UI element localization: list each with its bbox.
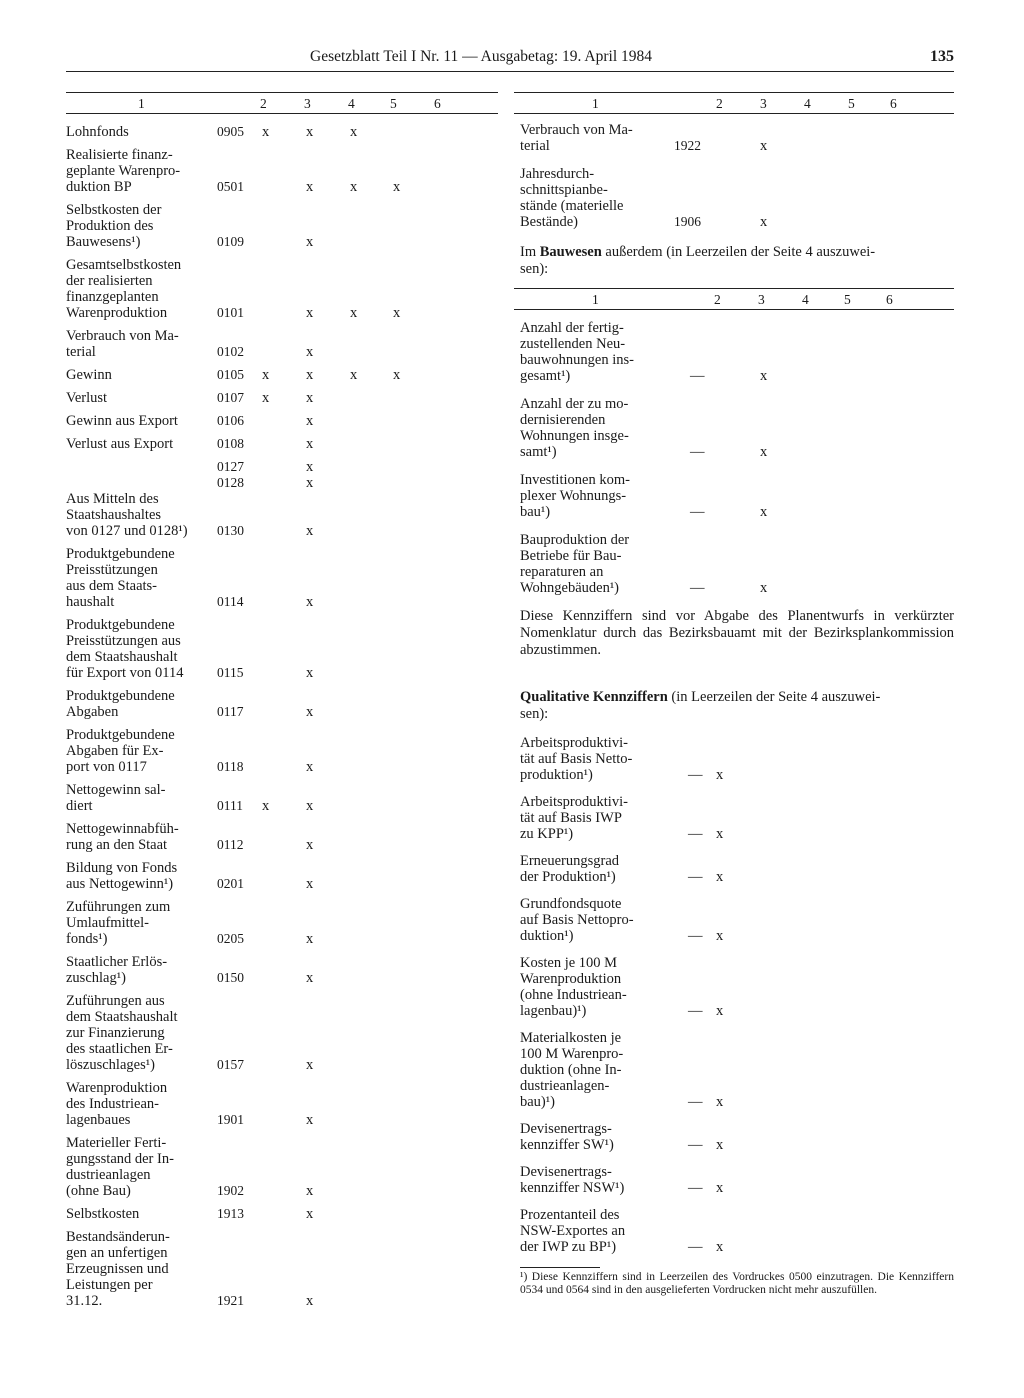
row-code: 1901: [217, 1112, 244, 1127]
row-code: 0201: [217, 876, 244, 891]
table-row: [66, 147, 498, 195]
row-label: Verbrauch von Ma- terial: [520, 122, 633, 154]
row-label: Produktgebundene Abgaben für Ex- port von 0117: [66, 727, 175, 775]
mark-col-3: x: [306, 665, 314, 681]
row-label: Verlust aus Export: [66, 436, 174, 452]
mark-col-3: x: [306, 1112, 314, 1128]
column-header-2: 2: [716, 96, 723, 111]
table-row: [66, 202, 498, 250]
table-row: [66, 546, 498, 610]
column-header-6: 6: [890, 96, 897, 111]
list-item: [520, 735, 954, 783]
dash-col-2: —: [690, 504, 705, 520]
mark-col-3: x: [760, 580, 768, 596]
list-item: [520, 1164, 954, 1196]
row-label: Kosten je 100 M Warenproduktion (ohne Industriean- lagenbau)¹): [520, 955, 627, 1019]
row-code: 0127: [217, 459, 244, 474]
mark-col-3: x: [760, 138, 768, 154]
row-label: Gesamtselbstkosten der realisierten finanzgeplanten Warenproduktion: [66, 257, 182, 321]
row-code: 0108: [217, 436, 244, 451]
mark-col-3: x: [716, 1180, 724, 1196]
column-header-3: 3: [760, 96, 767, 111]
mark-col-3: x: [716, 1239, 724, 1255]
row-code: 0114: [217, 594, 244, 609]
row-label: Materieller Ferti- gungsstand der In- dustrieanlagen (ohne Bau): [66, 1135, 174, 1199]
row-code: 0105: [217, 367, 244, 382]
row-label: Verlust: [66, 390, 108, 406]
table-row: [520, 122, 954, 154]
row-label: Materialkosten je 100 M Warenpro- duktion (ohne In- dustrieanlagen- bau)¹): [520, 1030, 624, 1110]
row-code: 0157: [217, 1057, 244, 1072]
table-row: [66, 436, 498, 452]
mark-col-2: x: [262, 390, 270, 406]
row-label: Lohnfonds: [66, 124, 129, 140]
table-row: [66, 390, 498, 406]
header-rule: [66, 71, 954, 72]
row-code: 0106: [217, 413, 244, 428]
mark-col-3: x: [306, 594, 314, 610]
column-header-6: 6: [434, 96, 441, 111]
table-row: [66, 328, 498, 360]
dash-col-2: —: [688, 1094, 703, 1110]
row-label: Warenproduktion des Industriean- lagenbaues: [66, 1080, 168, 1128]
mark-col-4: x: [350, 179, 358, 195]
mark-col-3: x: [306, 1293, 314, 1309]
table-row: [66, 993, 498, 1073]
mark-col-3: x: [716, 1137, 724, 1153]
table-row: [66, 1135, 498, 1199]
row-label: Produktgebundene Preisstützungen aus dem Staatshaushalt für Export von 0114: [66, 617, 184, 681]
row-code: 0130: [217, 523, 244, 538]
mark-col-3: x: [306, 931, 314, 947]
row-code: 0905: [217, 124, 244, 139]
mark-col-4: x: [350, 367, 358, 383]
list-item: [520, 1121, 954, 1153]
dash-col-2: —: [688, 1003, 703, 1019]
row-code: 0501: [217, 179, 244, 194]
gazette-title: Gesetzblatt Teil I Nr. 11 — Ausgabetag: 19. April 1984: [310, 48, 653, 65]
table-header-rule: [514, 309, 954, 310]
mark-col-3: x: [306, 179, 314, 195]
table-row: [66, 860, 498, 892]
mark-col-3: x: [306, 523, 314, 539]
mark-col-3: x: [306, 436, 314, 452]
mark-col-4: x: [350, 124, 358, 140]
list-item: [520, 1030, 954, 1110]
row-label: Bildung von Fonds aus Nettogewinn¹): [66, 860, 178, 892]
column-header-1: 1: [592, 292, 599, 307]
mark-col-3: x: [306, 1057, 314, 1073]
mark-col-3: x: [306, 1183, 314, 1199]
column-header-5: 5: [848, 96, 855, 111]
list-item: [520, 1207, 954, 1255]
table-row: [66, 491, 498, 539]
mark-col-5: x: [393, 367, 401, 383]
dash-col-2: —: [690, 368, 705, 384]
qualitative-intro: Qualitative Kennziffern (in Leerzeilen der Seite 4 auszuwei- sen):: [520, 689, 881, 722]
column-header-4: 4: [348, 96, 355, 111]
dash-col-2: —: [688, 928, 703, 944]
row-label: Selbstkosten: [66, 1206, 140, 1222]
row-label: Verbrauch von Ma- terial: [66, 328, 179, 360]
row-label: Realisierte finanz- geplante Warenpro- duktion BP: [66, 147, 181, 195]
mark-col-3: x: [306, 344, 314, 360]
mark-col-2: x: [262, 367, 270, 383]
row-code: 0111: [217, 798, 243, 813]
dash-col-2: —: [688, 1180, 703, 1196]
column-header-4: 4: [804, 96, 811, 111]
right-column: [514, 92, 954, 1297]
row-label: Bestandsänderun- gen an unfertigen Erzeugnissen und Leistungen per 31.12.: [66, 1229, 170, 1309]
row-label: Prozentanteil des NSW-Exportes an der IWP zu BP¹): [520, 1207, 626, 1255]
mark-col-3: x: [716, 767, 724, 783]
mark-col-3: x: [306, 459, 314, 475]
row-label: Jahresdurch- schnittspianbe- stände (materielle Bestände): [520, 166, 624, 230]
row-code: 0102: [217, 344, 244, 359]
mark-col-3: x: [716, 826, 724, 842]
row-code: 0115: [217, 665, 244, 680]
row-label: Anzahl der fertig- zustellenden Neu- bauwohnungen ins- gesamt¹): [520, 320, 634, 384]
left-table-header: [66, 93, 498, 113]
table-row: [66, 1080, 498, 1128]
mark-col-3: x: [760, 444, 768, 460]
column-header-4: 4: [802, 292, 809, 307]
row-code: 0118: [217, 759, 244, 774]
bauwesen-intro: Im Bauwesen außerdem (in Leerzeilen der Seite 4 auszuwei- sen):: [520, 244, 876, 277]
row-label: Bauproduktion der Betriebe für Bau- reparaturen an Wohngebäuden¹): [520, 532, 630, 596]
mark-col-3: x: [760, 504, 768, 520]
table-row: [66, 459, 498, 475]
table-row: [66, 727, 498, 775]
footnote: ¹) Diese Kennziffern sind in Leerzeilen des Vordruckes 0500 einzutragen. Die Kennziffern 0534 und 0564 sind in den ausgelieferten Vordrucken nicht mehr auszufüllen.: [520, 1271, 954, 1296]
mark-col-3: x: [716, 1003, 724, 1019]
list-item: [520, 396, 954, 460]
table-row: [66, 1206, 498, 1222]
dash-col-2: —: [688, 1137, 703, 1153]
row-label: Aus Mitteln des Staatshaushaltes von 0127 und 0128¹): [66, 491, 188, 539]
table-row: [66, 475, 498, 491]
table-row: [66, 257, 498, 321]
row-label: Devisenertrags- kennziffer NSW¹): [520, 1164, 625, 1196]
column-header-1: 1: [138, 96, 145, 111]
row-label: Devisenertrags- kennziffer SW¹): [520, 1121, 614, 1153]
dash-col-2: —: [688, 869, 703, 885]
mark-col-3: x: [716, 928, 724, 944]
dash-col-2: —: [690, 580, 705, 596]
table-row: [66, 124, 498, 140]
row-label: Nettogewinn sal- diert: [66, 782, 166, 814]
row-code: 0205: [217, 931, 244, 946]
table-row: [66, 782, 498, 814]
table-row: [66, 899, 498, 947]
mark-col-3: x: [306, 124, 314, 140]
table-header-rule: [66, 113, 498, 114]
mark-col-3: x: [306, 234, 314, 250]
list-item: [520, 320, 954, 384]
row-label: Zuführungen zum Umlaufmittel- fonds¹): [66, 899, 171, 947]
mark-col-3: x: [306, 876, 314, 892]
row-label: Gewinn aus Export: [66, 413, 178, 429]
table-row: [66, 954, 498, 986]
qualitative-list: [514, 735, 954, 1255]
left-column: [66, 92, 498, 1316]
row-label: Gewinn: [66, 367, 112, 383]
row-label: Investitionen kom- plexer Wohnungs- bau¹): [520, 472, 630, 520]
mark-col-2: x: [262, 798, 270, 814]
column-header-3: 3: [758, 292, 765, 307]
mark-col-5: x: [393, 305, 401, 321]
column-header-1: 1: [592, 96, 599, 111]
mark-col-3: x: [760, 214, 768, 230]
row-code: 0117: [217, 704, 244, 719]
row-label: Arbeitsproduktivi- tät auf Basis IWP zu KPP¹): [520, 794, 628, 842]
row-label: Zuführungen aus dem Staatshaushalt zur Finanzierung des staatlichen Er- löszuschlages¹): [66, 993, 178, 1073]
row-label: Grundfondsquote auf Basis Nettopro- duktion¹): [520, 896, 634, 944]
row-code: 1921: [217, 1293, 244, 1308]
mark-col-2: x: [262, 124, 270, 140]
row-label: Selbstkosten der Produktion des Bauwesens¹): [66, 202, 162, 250]
mark-col-3: x: [306, 837, 314, 853]
qualitative-heading: Qualitative Kennziffern: [520, 689, 668, 705]
bauwesen-heading: Bauwesen: [539, 244, 602, 260]
row-label: Anzahl der zu mo- dernisierenden Wohnungen insge- samt¹): [520, 396, 629, 460]
row-label: Staatlicher Erlös- zuschlag¹): [66, 954, 168, 986]
list-item: [520, 532, 954, 596]
dash-col-2: —: [688, 1239, 703, 1255]
row-code: 0109: [217, 234, 244, 249]
list-item: [520, 955, 954, 1019]
right-table-2-header: [514, 289, 954, 309]
row-label: Erneuerungsgrad der Produktion¹): [520, 853, 620, 885]
mark-col-4: x: [350, 305, 358, 321]
mark-col-3: x: [306, 798, 314, 814]
column-header-5: 5: [844, 292, 851, 307]
table-row: [66, 688, 498, 720]
mark-col-3: x: [306, 704, 314, 720]
table-header-rule: [514, 113, 954, 114]
mark-col-3: x: [306, 390, 314, 406]
column-header-5: 5: [390, 96, 397, 111]
table-row: [66, 617, 498, 681]
row-code: 1902: [217, 1183, 244, 1198]
row-code: 0128: [217, 475, 244, 490]
mark-col-3: x: [306, 475, 314, 491]
bauwesen-note: Diese Kennziffern sind vor Abgabe des Planentwurfs in verkürzter Nomenklatur durch das Bezirksbauamt mit der Bezirksplankommission abzustimmen.: [520, 608, 954, 658]
row-label: Produktgebundene Preisstützungen aus dem Staats- haushalt: [66, 546, 175, 610]
dash-col-2: —: [688, 767, 703, 783]
row-code: 0112: [217, 837, 244, 852]
column-header-6: 6: [886, 292, 893, 307]
table-row: [66, 821, 498, 853]
mark-col-5: x: [393, 179, 401, 195]
column-header-2: 2: [260, 96, 267, 111]
list-item: [520, 472, 954, 520]
mark-col-3: x: [306, 305, 314, 321]
list-item: [520, 853, 954, 885]
right-table-1-body: [514, 122, 954, 230]
right-table-2-body: [514, 320, 954, 596]
mark-col-3: x: [306, 413, 314, 429]
row-code: 0107: [217, 390, 244, 405]
list-item: [520, 794, 954, 842]
row-code: 1906: [674, 214, 701, 229]
row-code: 0150: [217, 970, 244, 985]
table-row: [66, 1229, 498, 1309]
column-header-3: 3: [304, 96, 311, 111]
mark-col-3: x: [306, 759, 314, 775]
page-number: 135: [930, 48, 954, 65]
row-code: 1922: [674, 138, 701, 153]
right-table-1-header: [514, 93, 954, 113]
table-row: [66, 367, 498, 383]
left-table-body: [66, 124, 498, 1309]
dash-col-2: —: [690, 444, 705, 460]
mark-col-3: x: [716, 1094, 724, 1110]
column-header-2: 2: [714, 292, 721, 307]
row-label: Arbeitsproduktivi- tät auf Basis Netto- produktion¹): [520, 735, 633, 783]
mark-col-3: x: [760, 368, 768, 384]
table-row: [66, 413, 498, 429]
mark-col-3: x: [306, 1206, 314, 1222]
page-header: [66, 46, 954, 72]
table-row: [520, 166, 954, 230]
mark-col-3: x: [716, 869, 724, 885]
row-label: Produktgebundene Abgaben: [66, 688, 175, 720]
list-item: [520, 896, 954, 944]
row-code: 0101: [217, 305, 244, 320]
mark-col-3: x: [306, 970, 314, 986]
footnote-block: [520, 1267, 954, 1297]
mark-col-3: x: [306, 367, 314, 383]
dash-col-2: —: [688, 826, 703, 842]
row-code: 1913: [217, 1206, 244, 1221]
row-label: Nettogewinnabfüh- rung an den Staat: [66, 821, 179, 853]
footnote-rule: [520, 1267, 600, 1268]
